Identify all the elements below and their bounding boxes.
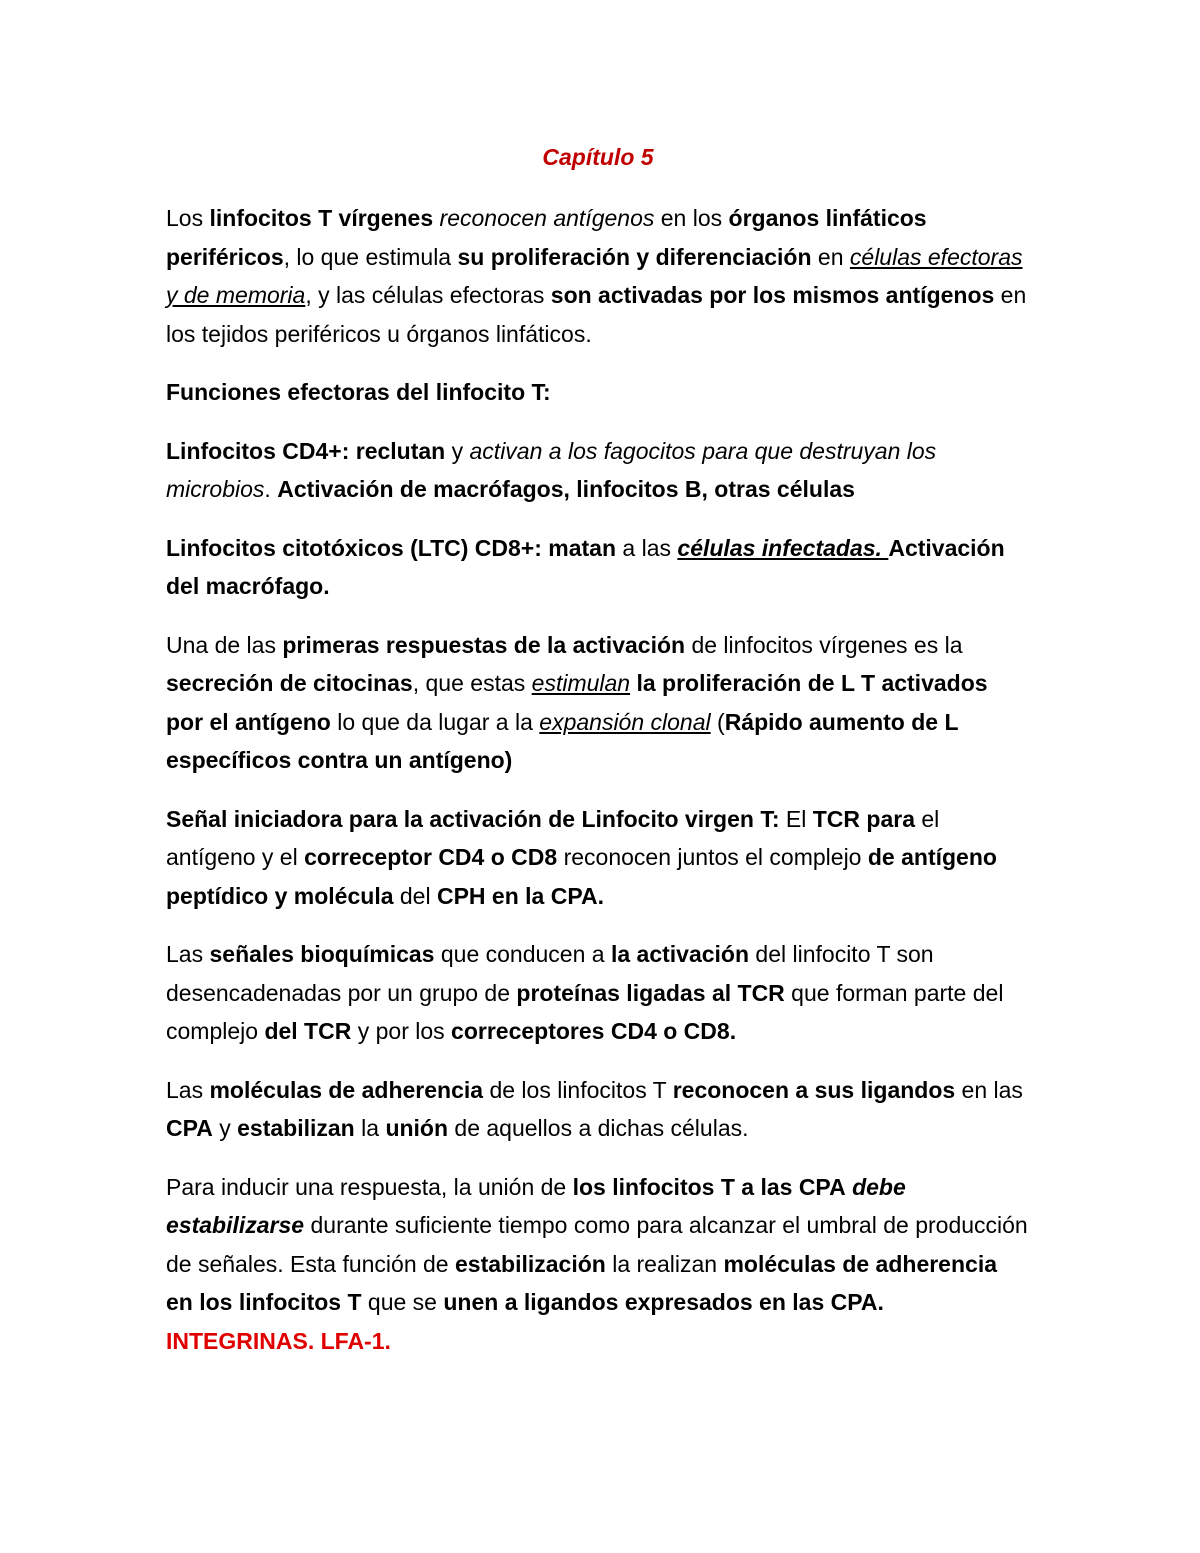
text: de los linfocitos T	[483, 1076, 673, 1103]
text: la realizan	[605, 1250, 724, 1277]
text: El	[779, 805, 813, 832]
text: Las	[166, 941, 210, 967]
text: Una de las	[166, 631, 283, 658]
text: en	[811, 243, 850, 270]
paragraph-8	[166, 1071, 1030, 1148]
text: del linfocito T son desencadenadas por un grupo de	[166, 941, 934, 1006]
bold-text: de antígeno peptídico y molécula	[166, 844, 997, 909]
text: Para inducir una respuesta, la unión de	[166, 1173, 573, 1200]
text: Los	[166, 205, 210, 231]
bold-text: los linfocitos T a las CPA	[572, 1173, 846, 1200]
text: del	[393, 882, 437, 909]
bold-text: moléculas de adherencia	[209, 1076, 484, 1103]
bold-text: unión	[385, 1115, 449, 1141]
bold-text: primeras respuestas de la activación	[282, 631, 686, 658]
bold-text: Activación de macrófagos, linfocitos B, otras células	[277, 476, 855, 502]
text: que forman parte del complejo	[166, 979, 1004, 1044]
paragraph-1	[166, 199, 1030, 353]
bold-text: Rápido aumento de L específicos contra un antígeno)	[166, 708, 959, 773]
paragraph-5	[166, 626, 1030, 780]
text: .	[264, 476, 278, 502]
text: que se	[361, 1289, 444, 1315]
bold-text: del TCR	[264, 1018, 352, 1044]
text: , y las células efectoras	[305, 282, 551, 308]
bold-text: matan	[548, 534, 617, 561]
bold-italic-text: debe estabilizarse	[166, 1173, 906, 1238]
text: Las	[166, 1076, 210, 1103]
bold-text: la activación	[610, 941, 750, 967]
bold-text: reconocen a sus ligandos	[672, 1076, 956, 1103]
bold-text: son activadas por los mismos antígenos	[550, 282, 995, 308]
bold-text: Linfocitos CD4+: reclutan	[166, 437, 446, 464]
bold-text: correceptor CD4 o CD8	[304, 844, 558, 870]
bold-text: estabilizan	[237, 1115, 355, 1141]
highlight-red-text: INTEGRINAS. LFA-1.	[166, 1327, 391, 1354]
bold-text: linfocitos T vírgenes	[209, 205, 434, 231]
underlined-italic-text: expansión clonal	[539, 708, 711, 735]
text: durante suficiente tiempo como para alcanzar el umbral de producción de señales. Esta función de	[166, 1212, 1028, 1277]
italic-text: reconocen antígenos	[439, 205, 655, 231]
chapter-title: Capítulo 5	[542, 144, 654, 170]
text: a las	[616, 534, 678, 561]
bold-text: CPH en la CPA.	[436, 882, 604, 909]
section-heading: Funciones efectoras del linfocito T:	[166, 379, 551, 405]
paragraph-2	[166, 373, 1030, 412]
bold-text: correceptores CD4 o CD8.	[451, 1018, 737, 1044]
text: de linfocitos vírgenes es la	[685, 631, 963, 658]
bold-text: secreción de citocinas	[166, 670, 413, 696]
text: en los	[654, 205, 729, 231]
text: de aquellos a dichas células.	[448, 1115, 749, 1141]
underlined-italic-text: estimulan	[531, 670, 631, 696]
text: y por los	[351, 1018, 452, 1044]
paragraph-6	[166, 800, 1030, 916]
text: que conducen a	[434, 941, 611, 967]
paragraph-3	[166, 432, 1030, 509]
italic-text: activan a los fagocitos para que destruyan los microbios	[166, 437, 937, 502]
bold-text: CPA	[166, 1115, 213, 1141]
bold-text: para	[860, 805, 915, 832]
bold-text: Linfocitos citotóxicos (LTC) CD8+:	[166, 534, 549, 561]
bold-text: TCR	[812, 805, 861, 832]
bold-text: señales bioquímicas	[209, 941, 435, 967]
paragraph-9	[166, 1168, 1030, 1361]
text: la	[354, 1115, 386, 1141]
bold-text: Activación del macrófago.	[166, 534, 1005, 599]
bold-text: la proliferación de L T activados por el antígeno	[166, 670, 988, 735]
text: y	[445, 437, 470, 464]
text: , que estas	[412, 670, 532, 696]
bold-text: su proliferación y diferenciación	[457, 243, 812, 270]
bold-text: estabilización	[454, 1250, 606, 1277]
underlined-bold-italic-text: células infectadas.	[677, 534, 889, 561]
text: en las	[955, 1076, 1023, 1103]
text: reconocen juntos el complejo	[557, 844, 868, 870]
text: y	[212, 1115, 238, 1141]
bold-text: Señal iniciadora para la activación de Linfocito virgen T:	[166, 805, 780, 832]
text: el antígeno y el	[166, 805, 940, 870]
underlined-italic-text: células efectoras y de memoria	[166, 243, 1023, 308]
bold-text: unen a ligandos expresados en las CPA.	[443, 1289, 884, 1315]
paragraph-7	[166, 935, 1030, 1051]
text: lo que da lugar a la	[330, 708, 540, 735]
bold-text: moléculas de adherencia en los linfocitos T	[166, 1250, 998, 1315]
bold-text: órganos linfáticos periféricos	[166, 205, 927, 270]
text: , lo que estimula	[283, 243, 458, 270]
bold-text: proteínas ligadas al TCR	[516, 979, 785, 1006]
paragraph-4	[166, 529, 1030, 606]
text: en los tejidos periféricos u órganos linfáticos.	[166, 282, 1027, 347]
text: (	[710, 708, 725, 735]
